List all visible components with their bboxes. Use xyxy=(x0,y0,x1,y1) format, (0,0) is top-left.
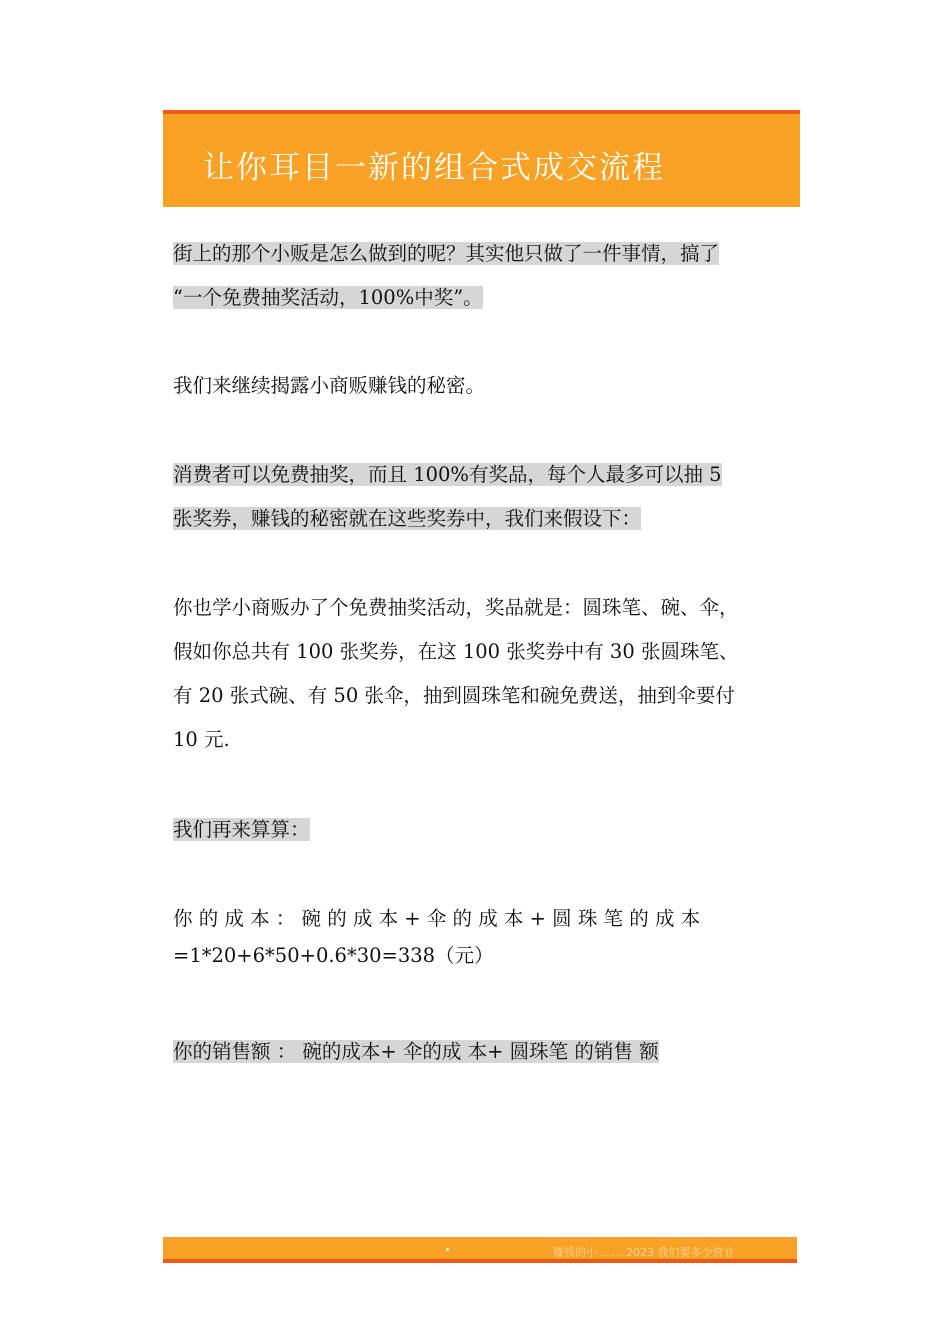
paragraph-3-line-1: 消费者可以免费抽奖，而且 100%有奖品，每个人最多可以抽 5 xyxy=(173,463,722,486)
footer-dot xyxy=(446,1248,449,1251)
paragraph-4 xyxy=(173,586,803,762)
title-banner xyxy=(163,110,800,207)
paragraph-1-line-2: “一个免费抽奖活动，100%中奖”。 xyxy=(173,286,483,309)
paragraph-4-line-2: 假如你总共有 100 张奖券，在这 100 张奖券中有 30 张圆珠笔、 xyxy=(173,640,739,663)
paragraph-5 xyxy=(173,808,803,852)
paragraph-6-line-2: =1*20+6*50+0.6*30=338（元） xyxy=(173,944,494,967)
paragraph-7 xyxy=(173,1030,803,1074)
paragraph-6 xyxy=(173,897,763,971)
paragraph-3-line-2: 张奖券，赚钱的秘密就在这些奖券中，我们来假设下： xyxy=(173,507,642,530)
paragraph-1-line-1: 街上的那个小贩是怎么做到的呢？其实他只做了一件事情，搞了 xyxy=(173,242,720,265)
page-title: 让你耳目一新的组合式成交流程 xyxy=(203,150,665,186)
paragraph-6-line-1: 你 的 成 本 ： 碗 的 成 本 + 伞 的 成 本 + 圆 珠 笔 的 成 本 xyxy=(173,907,701,930)
paragraph-7-line-1: 你的销售额 ： 碗的成本+ 伞的成 本+ 圆珠笔 的销售 额 xyxy=(173,1040,659,1063)
paragraph-2 xyxy=(173,364,803,408)
footer-bar xyxy=(163,1237,797,1263)
footer-text: 赚钱的小 …… 2023 我们要多少营业 xyxy=(553,1246,735,1259)
paragraph-4-line-3: 有 20 张式碗、有 50 张伞，抽到圆珠笔和碗免费送，抽到伞要付 xyxy=(173,684,735,707)
paragraph-5-line-1: 我们再来算算： xyxy=(173,818,310,841)
paragraph-4-line-1: 你也学小商贩办了个免费抽奖活动，奖品就是：圆珠笔、碗、伞， xyxy=(173,596,739,619)
paragraph-1 xyxy=(173,232,803,320)
paragraph-2-line-1: 我们来继续揭露小商贩赚钱的秘密。 xyxy=(173,374,486,397)
paragraph-4-line-4: 10 元. xyxy=(173,728,230,751)
paragraph-3 xyxy=(173,453,803,541)
